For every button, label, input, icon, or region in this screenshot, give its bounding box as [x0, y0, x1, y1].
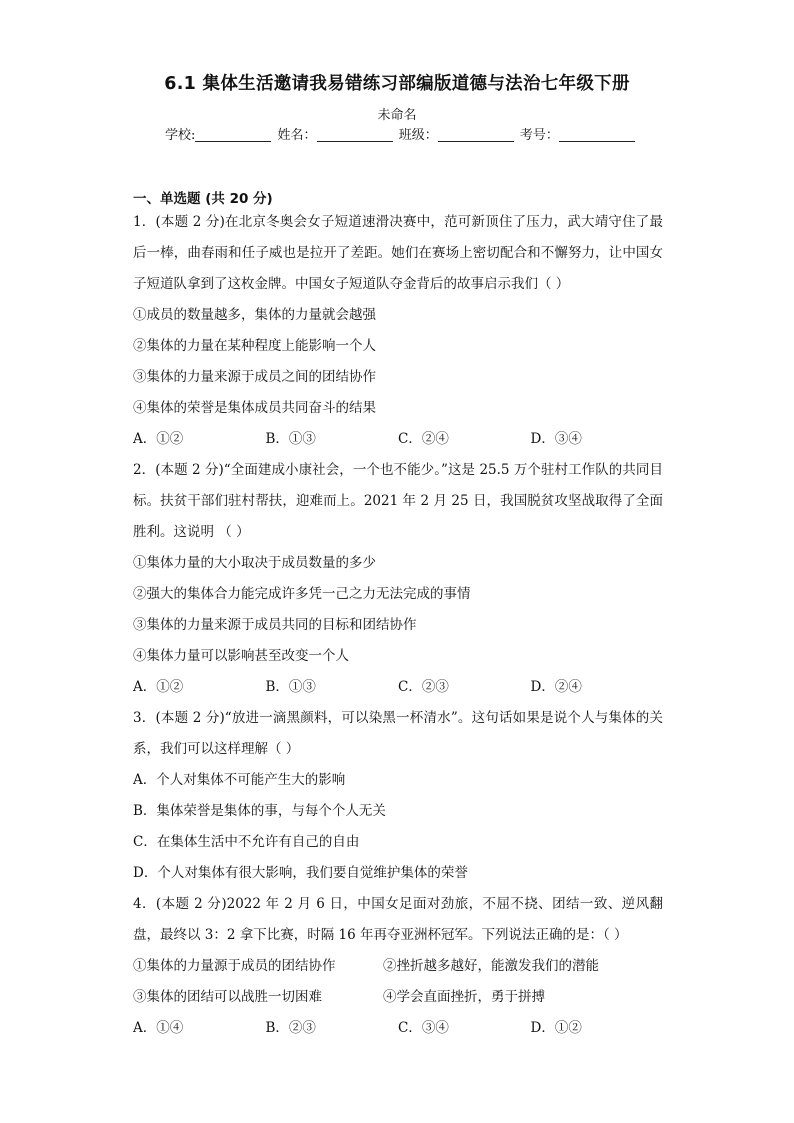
- statement: ①集体的力量源于成员的团结协作: [133, 958, 336, 974]
- statement: ④集体的荣誉是集体成员共同奋斗的结果: [133, 400, 376, 416]
- question-1: [133, 207, 663, 455]
- option-a[interactable]: A．①④: [133, 1020, 184, 1036]
- question-list: [133, 207, 663, 1044]
- option-d[interactable]: D．①②: [530, 1020, 582, 1036]
- statement-row: [133, 951, 663, 982]
- option-b[interactable]: B．①③: [265, 679, 316, 695]
- question-3: [133, 703, 663, 889]
- field-class-blank[interactable]: [438, 127, 514, 142]
- option-a[interactable]: A．①②: [133, 431, 184, 447]
- statement: ②集体的力量在某种程度上能影响一个人: [133, 338, 376, 354]
- option-c[interactable]: C．②③: [398, 679, 449, 695]
- question-stem: 1．(本题 2 分)在北京冬奥会女子短道速滑决赛中，范可新顶住了压力，武大靖守住了最后一棒，曲春雨和任子威也是拉开了差距。她们在赛场上密切配合和不懈努力，让中国女子短道队拿到了这枚金牌。中国女子短道队夺金背后的故事启示我们（ ）: [133, 214, 663, 292]
- field-school-blank[interactable]: [195, 127, 271, 142]
- statement: ④学会直面挫折，勇于拼搏: [383, 989, 545, 1005]
- question-stem: 3．(本题 2 分)“放进一滴黑颜料，可以染黑一杯清水”。这句话如果是说个人与集体的关系，我们可以这样理解（ ）: [133, 710, 663, 757]
- option-c[interactable]: C．在集体生活中不允许有自己的自由: [133, 834, 360, 850]
- option-b[interactable]: B．①③: [265, 431, 316, 447]
- options-row: [133, 672, 663, 703]
- field-school-label: 学校:: [165, 128, 196, 143]
- statement: ③集体的团结可以战胜一切困难: [133, 989, 322, 1005]
- option-c[interactable]: C．②④: [398, 431, 449, 447]
- field-name-label: 姓名：: [277, 128, 317, 143]
- field-class-label: 班级：: [398, 128, 438, 143]
- field-name-blank[interactable]: [317, 127, 393, 142]
- options-row: [133, 424, 663, 455]
- options-row: [133, 1013, 663, 1044]
- option-d[interactable]: D．②④: [530, 679, 582, 695]
- statement: ②强大的集体合力能完成许多凭一己之力无法完成的事情: [133, 586, 471, 602]
- section-heading: 一、单选题 (共 20 分): [133, 191, 273, 207]
- statement: ③集体的力量来源于成员之间的团结协作: [133, 369, 376, 385]
- question-stem: 2．(本题 2 分)“全面建成小康社会，一个也不能少。”这是 25.5 万个驻村工作队的共同目标。扶贫干部们驻村帮扶，迎难而上。2021 年 2 月 25 日，我国脱贫攻坚战取得了全面胜利。这说明 （ ）: [133, 462, 663, 540]
- option-a[interactable]: A．①②: [133, 679, 184, 695]
- statement: ③集体的力量来源于成员共同的目标和团结协作: [133, 617, 417, 633]
- question-stem: 4．(本题 2 分)2022 年 2 月 6 日，中国女足面对劲旅，不屈不挠、团结一致、逆风翻盘，最终以 3：2 拿下比赛，时隔 16 年再夺亚洲杯冠军。下列说法正确的是：（ ）: [133, 896, 663, 943]
- field-id-label: 考号：: [519, 128, 559, 143]
- question-4: [133, 889, 663, 1044]
- option-d[interactable]: D．③④: [530, 431, 582, 447]
- option-d[interactable]: D．个人对集体有很大影响，我们要自觉维护集体的荣誉: [133, 865, 468, 881]
- statement: ①集体力量的大小取决于成员数量的多少: [133, 555, 376, 571]
- option-b[interactable]: B．②③: [265, 1020, 316, 1036]
- question-2: [133, 455, 663, 703]
- field-id-blank[interactable]: [559, 127, 635, 142]
- statement: ④集体力量可以影响甚至改变一个人: [133, 648, 349, 664]
- statement: ①成员的数量越多，集体的力量就会越强: [133, 307, 376, 323]
- document-subtitle: 未命名: [377, 108, 417, 123]
- document-title: 6.1 集体生活邀请我易错练习部编版道德与法治七年级下册: [164, 74, 630, 94]
- option-c[interactable]: C．③④: [398, 1020, 449, 1036]
- student-info-fields: [165, 124, 637, 143]
- option-a[interactable]: A．个人对集体不可能产生大的影响: [133, 772, 346, 788]
- statement-row: [133, 982, 663, 1013]
- statement: ②挫折越多越好，能激发我们的潜能: [383, 958, 599, 974]
- option-b[interactable]: B．集体荣誉是集体的事，与每个个人无关: [133, 803, 386, 819]
